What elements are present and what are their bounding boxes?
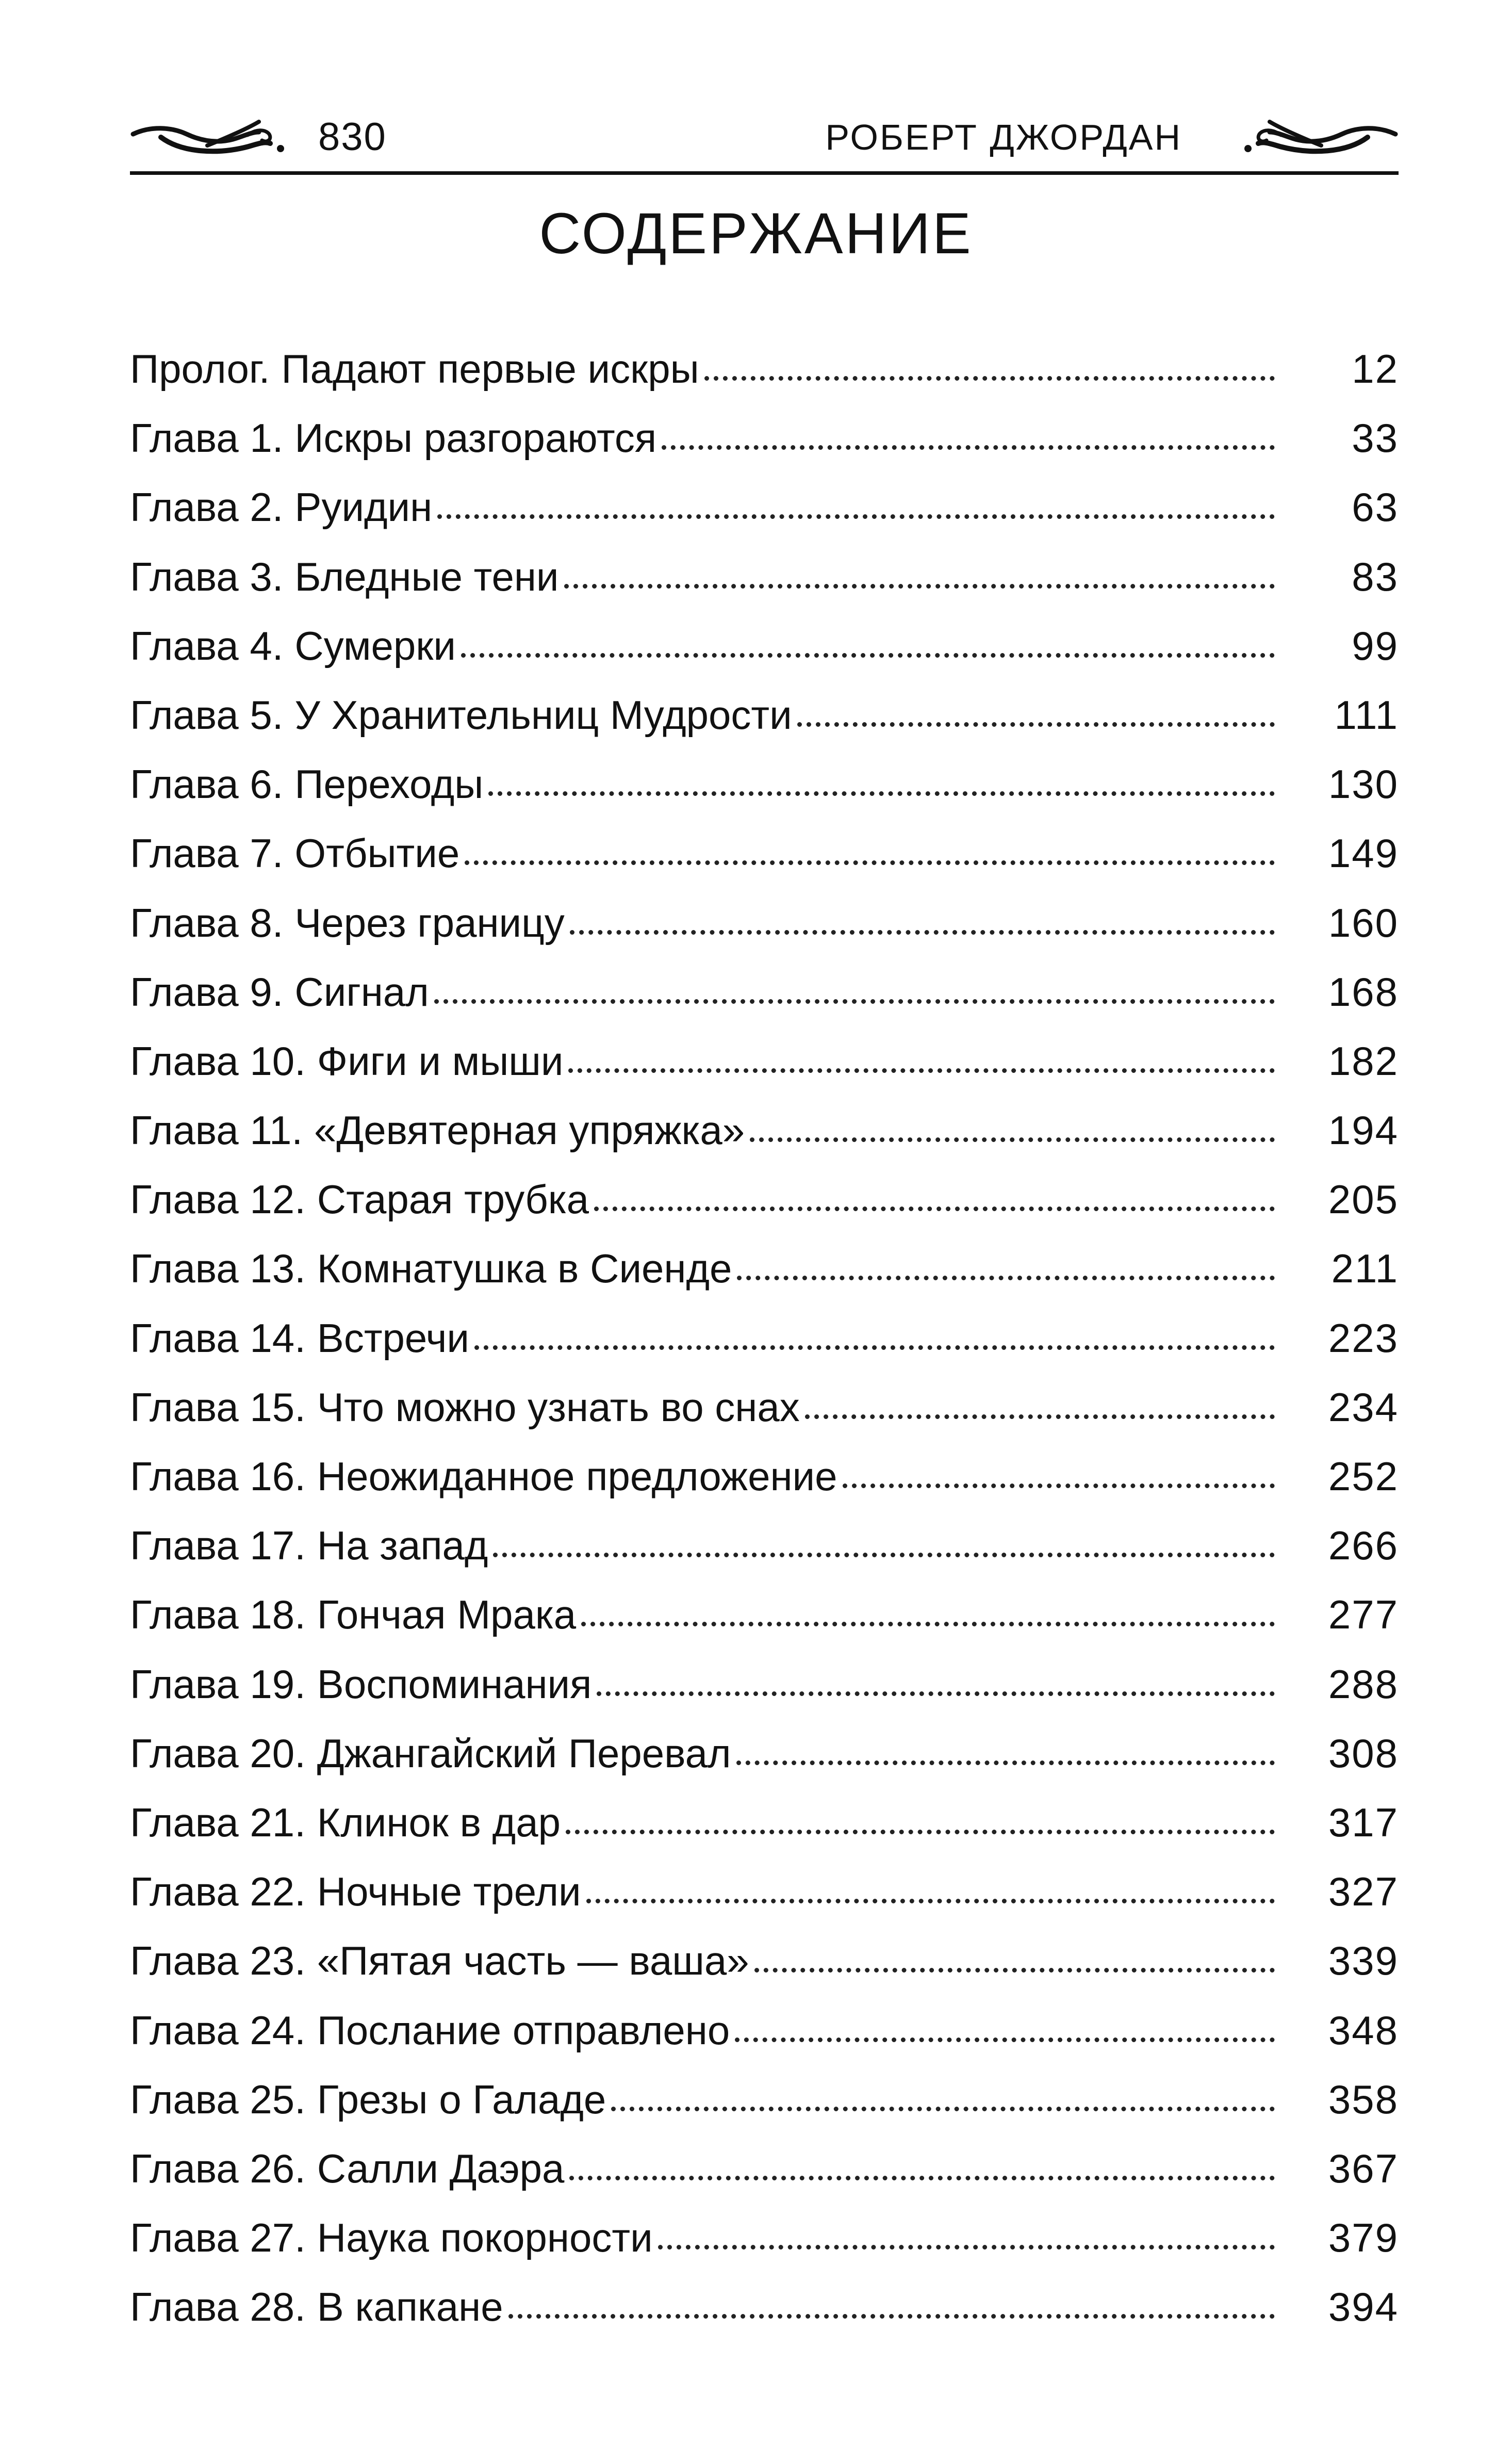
- toc-entry-prefix: Глава 16.: [130, 1454, 306, 1499]
- toc-page-number: 12: [1352, 346, 1399, 392]
- toc-entry-prefix: Глава 17.: [130, 1523, 306, 1569]
- toc-entry-title: Падают первые искры: [281, 346, 699, 392]
- toc-entry[interactable]: [130, 542, 1399, 611]
- toc-page-number: 317: [1328, 1799, 1399, 1845]
- toc-label: [130, 1373, 805, 1442]
- toc-label: [130, 403, 662, 472]
- dot-leader: [594, 1207, 1275, 1211]
- dot-leader: [564, 584, 1275, 589]
- toc-entry-prefix: Глава 27.: [130, 2215, 306, 2261]
- toc-entry-title: Наука покорности: [317, 2215, 653, 2261]
- toc-page-number: 211: [1331, 1246, 1399, 1292]
- toc-page-number: 348: [1328, 2007, 1399, 2053]
- toc-entry-title: Ночные трели: [317, 1869, 581, 1915]
- dot-leader: [735, 2038, 1275, 2042]
- toc-label: [130, 1165, 594, 1234]
- toc-page-number: 252: [1328, 1454, 1399, 1499]
- dot-leader: [662, 445, 1275, 450]
- dot-leader: [437, 514, 1275, 519]
- toc-entry-prefix: Глава 6.: [130, 761, 284, 807]
- toc-entry[interactable]: [130, 472, 1399, 542]
- toc-entry-title: Старая трубка: [317, 1177, 589, 1222]
- toc-entry-title: Сигнал: [294, 969, 429, 1015]
- toc-entry-title: Что можно узнать во снах: [317, 1384, 800, 1430]
- toc-entry[interactable]: [130, 2134, 1399, 2203]
- toc-entry[interactable]: [130, 1373, 1399, 1442]
- toc-label: [130, 1303, 474, 1373]
- toc-entry[interactable]: [130, 1026, 1399, 1096]
- toc-page-number: 160: [1328, 900, 1399, 946]
- toc-entry-prefix: Глава 14.: [130, 1315, 306, 1361]
- toc-label: [130, 749, 488, 819]
- toc-entry-prefix: Пролог.: [130, 346, 270, 392]
- toc-entry[interactable]: [130, 1165, 1399, 1234]
- toc-entry[interactable]: [130, 957, 1399, 1026]
- toc-entry-title: Неожиданное предложение: [317, 1454, 837, 1499]
- dot-leader: [658, 2245, 1275, 2250]
- dot-leader: [750, 1137, 1275, 1142]
- header-rule: [130, 171, 1399, 175]
- toc-entry[interactable]: [130, 1580, 1399, 1649]
- toc-entry[interactable]: [130, 334, 1399, 403]
- toc-page-number: 33: [1352, 415, 1399, 461]
- dot-leader: [737, 1276, 1275, 1280]
- toc-label: [130, 1926, 754, 1995]
- toc-entry-title: Руидин: [294, 484, 433, 530]
- dot-leader: [568, 1068, 1275, 1073]
- toc-entry-title: Встречи: [317, 1315, 469, 1361]
- toc-entry-title: У Хранительниц Мудрости: [294, 692, 792, 738]
- section-title: СОДЕРЖАНИЕ: [539, 201, 973, 266]
- dot-leader: [508, 2314, 1275, 2319]
- toc-entry[interactable]: [130, 819, 1399, 888]
- dot-leader: [704, 376, 1275, 381]
- dot-leader: [805, 1414, 1275, 1419]
- toc-page-number: 63: [1352, 484, 1399, 530]
- toc-entry-prefix: Глава 1.: [130, 415, 284, 461]
- toc-entry-prefix: Глава 18.: [130, 1592, 306, 1638]
- toc-entry-prefix: Глава 8.: [130, 900, 284, 946]
- toc-label: [130, 2272, 508, 2341]
- toc-entry-prefix: Глава 28.: [130, 2284, 306, 2330]
- toc-page-number: 223: [1328, 1315, 1399, 1361]
- toc-entry-title: «Пятая часть — ваша»: [317, 1938, 749, 1984]
- toc-page-number: 288: [1328, 1661, 1399, 1707]
- toc-entry-title: Искры разгораются: [294, 415, 657, 461]
- dot-leader: [843, 1484, 1275, 1488]
- toc-entry[interactable]: [130, 1857, 1399, 1926]
- toc-entry[interactable]: [130, 1926, 1399, 1995]
- toc-entry-title: «Девятерная упряжка»: [314, 1107, 745, 1153]
- toc-entry-title: Отбытие: [294, 830, 460, 876]
- toc-label: [130, 1857, 586, 1926]
- dot-leader: [570, 930, 1275, 935]
- toc-label: [130, 957, 434, 1026]
- toc-entry-prefix: Глава 3.: [130, 553, 284, 599]
- toc-entry-prefix: Глава 10.: [130, 1038, 306, 1084]
- dot-leader: [434, 999, 1275, 1004]
- toc-entry[interactable]: [130, 1511, 1399, 1580]
- toc-entry-prefix: Глава 11.: [130, 1107, 303, 1153]
- toc-entry-title: Гончая Мрака: [317, 1592, 577, 1638]
- toc-entry-prefix: Глава 9.: [130, 969, 284, 1015]
- toc-page-number: 367: [1328, 2145, 1399, 2191]
- toc-page-number: 339: [1328, 1938, 1399, 1984]
- toc-label: [130, 1650, 597, 1719]
- dot-leader: [581, 1622, 1275, 1626]
- dot-leader: [736, 1761, 1275, 1765]
- toc-page-number: 277: [1328, 1592, 1399, 1638]
- flourish-ornament-icon: [130, 117, 285, 158]
- page-number: 830: [318, 115, 387, 159]
- dot-leader: [597, 1691, 1275, 1696]
- toc-entry-title: Джангайский Перевал: [317, 1730, 731, 1776]
- dot-leader: [586, 1899, 1275, 1903]
- dot-leader: [566, 1830, 1275, 1834]
- toc-entry-prefix: Глава 26.: [130, 2145, 306, 2191]
- toc-label: [130, 1442, 843, 1511]
- toc-label: [130, 1234, 737, 1303]
- toc-label: [130, 542, 564, 611]
- table-of-contents: [130, 334, 1399, 2341]
- dot-leader: [754, 1968, 1275, 1973]
- toc-entry-prefix: Глава 12.: [130, 1177, 306, 1222]
- toc-entry[interactable]: [130, 749, 1399, 819]
- dot-leader: [461, 653, 1275, 658]
- toc-page-number: 182: [1328, 1038, 1399, 1084]
- running-header: [130, 101, 1399, 178]
- toc-page-number: 99: [1352, 623, 1399, 669]
- toc-page-number: 168: [1328, 969, 1399, 1015]
- toc-entry[interactable]: [130, 2203, 1399, 2272]
- toc-entry-prefix: Глава 19.: [130, 1661, 306, 1707]
- toc-entry[interactable]: [130, 611, 1399, 680]
- toc-page-number: 379: [1328, 2215, 1399, 2261]
- toc-entry-prefix: Глава 23.: [130, 1938, 306, 1984]
- toc-label: [130, 1580, 581, 1649]
- toc-entry[interactable]: [130, 1303, 1399, 1373]
- toc-entry-title: В капкане: [317, 2284, 503, 2330]
- toc-entry-prefix: Глава 7.: [130, 830, 284, 876]
- dot-leader: [797, 722, 1275, 727]
- toc-label: [130, 1996, 735, 2065]
- dot-leader: [488, 791, 1275, 796]
- toc-entry-prefix: Глава 22.: [130, 1869, 306, 1915]
- toc-entry-title: Переходы: [294, 761, 484, 807]
- toc-label: [130, 2203, 658, 2272]
- toc-page-number: 205: [1328, 1177, 1399, 1222]
- toc-page-number: 111: [1334, 692, 1399, 738]
- toc-entry[interactable]: [130, 2065, 1399, 2134]
- toc-label: [130, 2134, 569, 2203]
- toc-entry[interactable]: [130, 1650, 1399, 1719]
- toc-entry-title: На запад: [317, 1523, 488, 1569]
- toc-entry-title: Грезы о Галаде: [317, 2076, 606, 2122]
- toc-page-number: 266: [1328, 1523, 1399, 1569]
- toc-entry-title: Комнатушка в Сиенде: [317, 1246, 732, 1292]
- toc-page-number: 130: [1328, 761, 1399, 807]
- toc-entry[interactable]: [130, 1996, 1399, 2065]
- toc-label: [130, 1719, 736, 1788]
- toc-entry-prefix: Глава 20.: [130, 1730, 306, 1776]
- dot-leader: [611, 2107, 1275, 2111]
- toc-entry[interactable]: [130, 1788, 1399, 1857]
- flourish-ornament-icon: [1244, 117, 1399, 158]
- toc-entry[interactable]: [130, 1234, 1399, 1303]
- toc-page-number: 358: [1328, 2076, 1399, 2122]
- toc-entry-title: Клинок в дар: [317, 1799, 561, 1845]
- toc-entry[interactable]: [130, 1096, 1399, 1165]
- toc-label: [130, 472, 437, 542]
- toc-entry[interactable]: [130, 680, 1399, 749]
- toc-entry[interactable]: [130, 1442, 1399, 1511]
- toc-entry-prefix: Глава 5.: [130, 692, 284, 738]
- toc-entry[interactable]: [130, 1719, 1399, 1788]
- toc-entry-prefix: Глава 24.: [130, 2007, 306, 2053]
- toc-entry-title: Через границу: [294, 900, 565, 946]
- toc-page-number: 83: [1352, 553, 1399, 599]
- toc-page-number: 149: [1328, 830, 1399, 876]
- running-title: РОБЕРТ ДЖОРДАН: [825, 117, 1182, 157]
- toc-page-number: 394: [1328, 2284, 1399, 2330]
- toc-page-number: 194: [1328, 1107, 1399, 1153]
- toc-label: [130, 888, 570, 957]
- toc-entry[interactable]: [130, 403, 1399, 472]
- toc-page-number: 327: [1328, 1869, 1399, 1915]
- toc-page-number: 234: [1328, 1384, 1399, 1430]
- toc-entry-prefix: Глава 15.: [130, 1384, 306, 1430]
- toc-entry-title: Послание отправлено: [317, 2007, 730, 2053]
- toc-label: [130, 819, 465, 888]
- toc-entry-prefix: Глава 13.: [130, 1246, 306, 1292]
- toc-label: [130, 334, 704, 403]
- toc-label: [130, 611, 461, 680]
- toc-label: [130, 680, 797, 749]
- toc-entry-prefix: Глава 25.: [130, 2076, 306, 2122]
- toc-page-number: 308: [1328, 1730, 1399, 1776]
- toc-entry[interactable]: [130, 2272, 1399, 2341]
- toc-label: [130, 1511, 493, 1580]
- dot-leader: [474, 1345, 1275, 1350]
- toc-entry-title: Фиги и мыши: [317, 1038, 564, 1084]
- dot-leader: [493, 1553, 1275, 1557]
- toc-entry-title: Сумерки: [294, 623, 456, 669]
- toc-entry-prefix: Глава 2.: [130, 484, 284, 530]
- toc-entry-prefix: Глава 4.: [130, 623, 284, 669]
- toc-label: [130, 1026, 568, 1096]
- dot-leader: [569, 2176, 1275, 2180]
- toc-label: [130, 2065, 611, 2134]
- toc-entry-title: Салли Даэра: [317, 2145, 565, 2191]
- toc-entry-title: Воспоминания: [317, 1661, 592, 1707]
- dot-leader: [465, 860, 1275, 865]
- toc-label: [130, 1096, 750, 1165]
- toc-entry[interactable]: [130, 888, 1399, 957]
- toc-entry-prefix: Глава 21.: [130, 1799, 306, 1845]
- toc-entry-title: Бледные тени: [294, 553, 559, 599]
- toc-label: [130, 1788, 566, 1857]
